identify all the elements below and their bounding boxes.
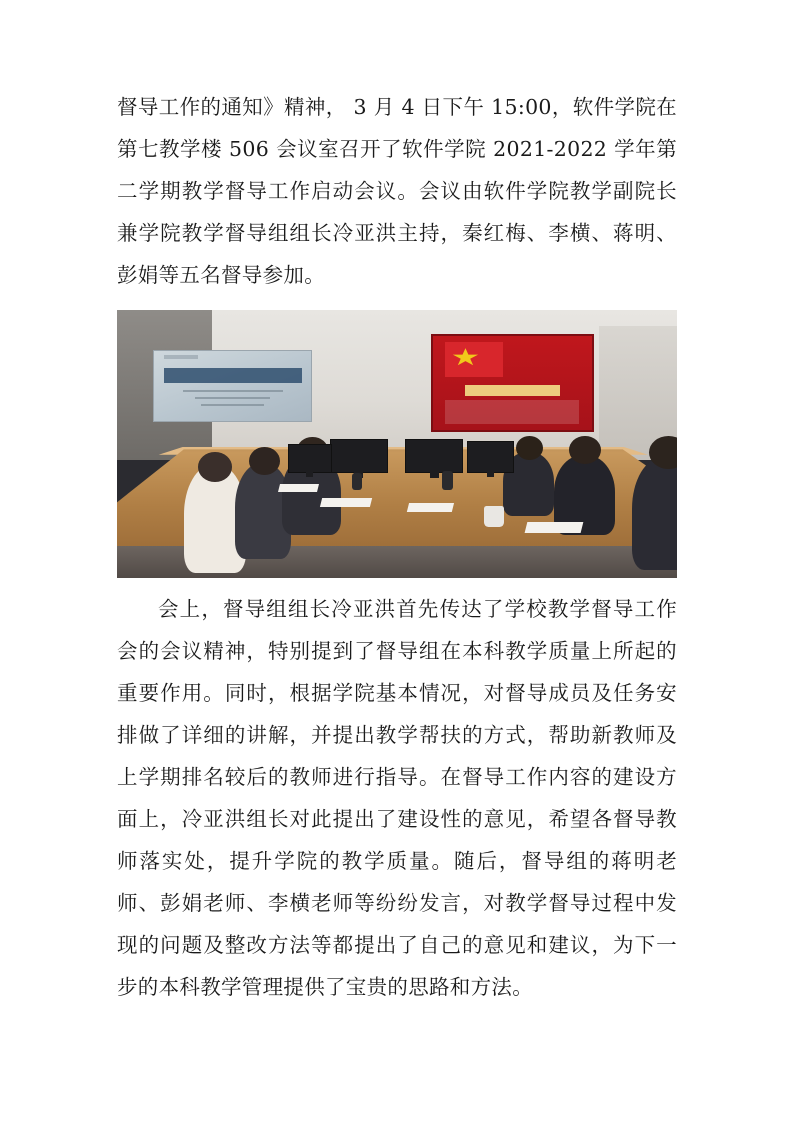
attendee-right-3-head xyxy=(516,436,543,460)
attendee-right-2-head xyxy=(569,436,600,464)
paragraph-1: 督导工作的通知》精神， 3 月 4 日下午 15:00，软件学院在第七教学楼 506 会议室召开了软件学院 2021-2022 学年第二学期教学督导工作启动会议。会议由软件学院教学副院长兼学院教学督导组组长冷亚洪主持，秦红梅、李横、蒋明、彭娟等五名督导参加。 xyxy=(117,95,677,287)
projector-screen-line xyxy=(201,404,264,406)
paragraph-2: 会上，督导组组长冷亚洪首先传达了学校教学督导工作会的会议精神，特别提到了督导组在本科教学质量上所起的重要作用。同时，根据学院基本情况，对督导成员及任务安排做了详细的讲解，并提出教学帮扶的方式，帮助新教师及上学期排名较后的教师进行指导。在督导工作内容的建设方面上，冷亚洪组长对此提出了建设性的意见，希望各督导教师落实处，提升学院的教学质量。随后，督导组的蒋明老师、彭娟老师、李横老师等纷纷发言，对教学督导过程中发现的问题及整改方法等都提出了自己的意见和建议，为下一步的本科教学管理提供了宝贵的思路和方法。 xyxy=(117,597,677,999)
projector-screen-line xyxy=(195,397,270,399)
notebook xyxy=(524,522,583,533)
projector-screen-line xyxy=(183,390,283,393)
projector-screen-line xyxy=(164,355,198,358)
paper-document xyxy=(407,503,454,512)
party-flag-board xyxy=(431,334,595,432)
paper-document xyxy=(320,498,373,507)
monitor xyxy=(405,439,463,473)
monitor xyxy=(288,444,332,473)
flag-emblem-icon xyxy=(452,348,478,367)
attendee-left-2-head xyxy=(249,447,280,475)
party-flag xyxy=(445,342,502,378)
meeting-photo xyxy=(117,310,677,578)
microphone xyxy=(352,473,362,489)
attendee-left-1-head xyxy=(198,452,232,481)
microphone xyxy=(442,471,453,490)
projector-screen xyxy=(153,350,312,422)
cup xyxy=(484,506,504,527)
document-body xyxy=(117,86,677,1008)
projector-screen-title-band xyxy=(164,368,302,383)
paper-document xyxy=(278,484,319,492)
board-title-band xyxy=(465,385,561,396)
monitor xyxy=(467,441,514,472)
attendee-right-1 xyxy=(632,457,677,570)
monitor xyxy=(330,439,388,473)
board-text-block xyxy=(445,400,579,424)
meeting-photo-figure xyxy=(117,310,677,578)
